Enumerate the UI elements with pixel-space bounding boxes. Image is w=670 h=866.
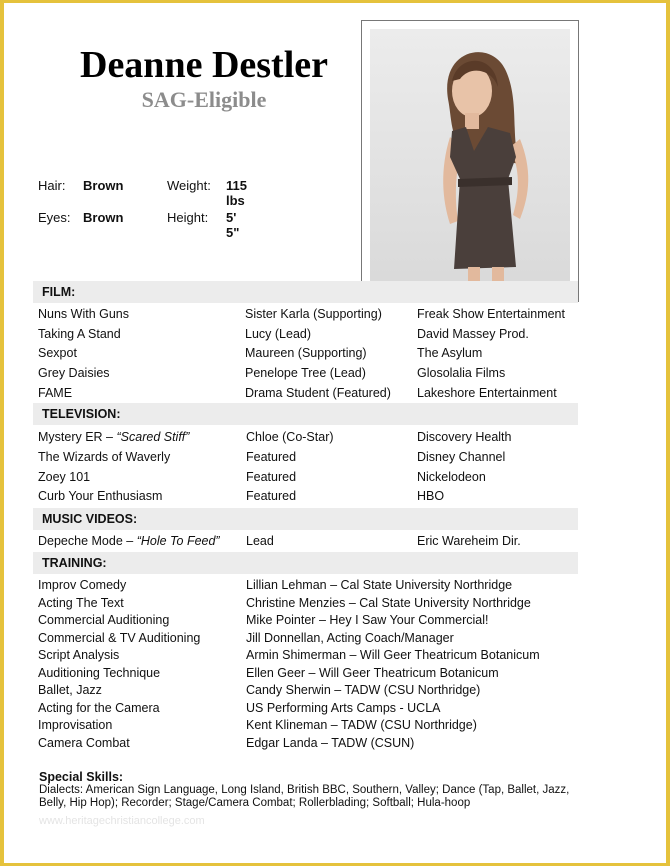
hair-label: Hair:	[38, 178, 66, 193]
training-course-cell: Auditioning Technique	[38, 666, 161, 680]
tv-show-cell: Zoey 101	[38, 470, 91, 484]
film-company-cell: Freak Show Entertainment	[417, 307, 565, 321]
training-course-cell: Improv Comedy	[38, 578, 127, 592]
training-instructor-cell: Lillian Lehman – Cal State University Northridge	[246, 578, 513, 592]
training-instructor-cell: Ellen Geer – Will Geer Theatricum Botanicum	[246, 666, 499, 680]
film-company-cell: David Massey Prod.	[417, 327, 529, 341]
music-director-cell: Eric Wareheim Dir.	[417, 534, 521, 548]
eyes-label: Eyes:	[38, 210, 71, 225]
tv-show-cell: The Wizards of Waverly	[38, 450, 171, 464]
film-title-cell: FAME	[38, 386, 73, 400]
eyes-value: Brown	[83, 210, 124, 225]
film-role-cell: Drama Student (Featured)	[245, 386, 391, 400]
music-video-row	[4, 534, 666, 554]
film-company-cell: Lakeshore Entertainment	[417, 386, 557, 400]
music-videos-section-header	[33, 508, 578, 530]
special-skills-text: Dialects: American Sign Language, Long Island, British BBC, Southern, Valley; Dance (Tap, Ballet, Jazz, Belly, Hip Hop); Recorder; Stage/Camera Combat; Rollerblading; Softball; Hula-hoop	[39, 784, 570, 809]
training-instructor-cell: Edgar Landa – TADW (CSUN)	[246, 736, 415, 750]
training-course-cell: Commercial & TV Auditioning	[38, 631, 201, 645]
headshot-frame	[361, 20, 579, 302]
training-course-cell: Camera Combat	[38, 736, 130, 750]
hair-value: Brown	[83, 178, 124, 193]
special-skills	[39, 771, 579, 810]
film-role-cell: Sister Karla (Supporting)	[245, 307, 382, 321]
tv-network-cell: HBO	[417, 489, 445, 503]
film-row	[4, 346, 666, 366]
training-course-cell: Acting for the Camera	[38, 701, 160, 715]
tv-network-cell: Discovery Health	[417, 430, 512, 444]
training-instructor-cell: Kent Klineman – TADW (CSU Northridge)	[246, 718, 477, 732]
training-course-cell: Improvisation	[38, 718, 113, 732]
music-artist-cell	[38, 534, 220, 548]
film-section-header	[33, 281, 578, 303]
headshot-photo	[370, 29, 570, 293]
training-section-header	[33, 552, 578, 574]
film-row	[4, 366, 666, 386]
training-instructor-cell: Candy Sherwin – TADW (CSU Northridge)	[246, 683, 481, 697]
film-company-cell: Glosolalia Films	[417, 366, 506, 380]
training-instructor-cell: US Performing Arts Camps - UCLA	[246, 701, 441, 715]
training-row	[4, 736, 666, 756]
training-row	[4, 578, 666, 598]
watermark: www.heritagechristiancollege.com	[39, 815, 205, 827]
film-role-cell: Maureen (Supporting)	[245, 346, 367, 360]
tv-role-cell: Featured	[246, 489, 297, 503]
tv-show-cell	[38, 430, 189, 444]
film-role-cell: Penelope Tree (Lead)	[245, 366, 366, 380]
actor-name: Deanne Destler	[80, 44, 328, 86]
music-artist-name: Depeche Mode –	[38, 534, 137, 548]
film-title-cell: Grey Daisies	[38, 366, 110, 380]
tv-show-name: Mystery ER –	[38, 430, 117, 444]
film-company-cell: The Asylum	[417, 346, 483, 360]
tv-row	[4, 489, 666, 509]
training-course-cell: Ballet, Jazz	[38, 683, 102, 697]
training-instructor-cell: Jill Donnellan, Acting Coach/Manager	[246, 631, 454, 645]
training-instructor-cell: Armin Shimerman – Will Geer Theatricum Botanicum	[246, 648, 540, 662]
music-song-name: “Hole To Feed”	[136, 534, 220, 548]
height-label: Height:	[167, 210, 209, 225]
film-title: FILM:	[42, 285, 76, 299]
training-instructor-cell: Christine Menzies – Cal State University Northridge	[246, 596, 531, 610]
tv-episode-name: “Scared Stiff”	[116, 430, 190, 444]
training-instructor-cell: Mike Pointer – Hey I Saw Your Commercial!	[246, 613, 489, 627]
training-row	[4, 718, 666, 738]
music-videos-title: MUSIC VIDEOS:	[42, 512, 138, 526]
tv-role-cell: Featured	[246, 450, 297, 464]
television-title: TELEVISION:	[42, 407, 121, 421]
tv-row	[4, 450, 666, 470]
film-row	[4, 327, 666, 347]
film-title-cell: Nuns With Guns	[38, 307, 130, 321]
tv-role-cell: Chloe (Co-Star)	[246, 430, 334, 444]
tv-show-cell: Curb Your Enthusiasm	[38, 489, 163, 503]
tv-network-cell: Nickelodeon	[417, 470, 486, 484]
music-role-cell: Lead	[246, 534, 274, 548]
film-title-cell: Sexpot	[38, 346, 77, 360]
training-row	[4, 648, 666, 668]
resume-page	[4, 3, 666, 863]
tv-role-cell: Featured	[246, 470, 297, 484]
tv-row	[4, 470, 666, 490]
film-row	[4, 307, 666, 327]
training-course-cell: Acting The Text	[38, 596, 124, 610]
television-section-header	[33, 403, 578, 425]
tv-network-cell: Disney Channel	[417, 450, 506, 464]
weight-value: 115 lbs	[226, 178, 247, 208]
union-status: SAG-Eligible	[141, 87, 267, 112]
training-course-cell: Commercial Auditioning	[38, 613, 170, 627]
film-role-cell: Lucy (Lead)	[245, 327, 312, 341]
headshot-illustration	[370, 29, 570, 293]
tv-row	[4, 430, 666, 450]
height-value: 5' 5"	[226, 210, 240, 240]
special-skills-title: Special Skills:	[39, 770, 124, 784]
training-row	[4, 613, 666, 633]
training-course-cell: Script Analysis	[38, 648, 120, 662]
training-title: TRAINING:	[42, 556, 107, 570]
training-row	[4, 683, 666, 703]
weight-label: Weight:	[167, 178, 211, 193]
film-title-cell: Taking A Stand	[38, 327, 121, 341]
